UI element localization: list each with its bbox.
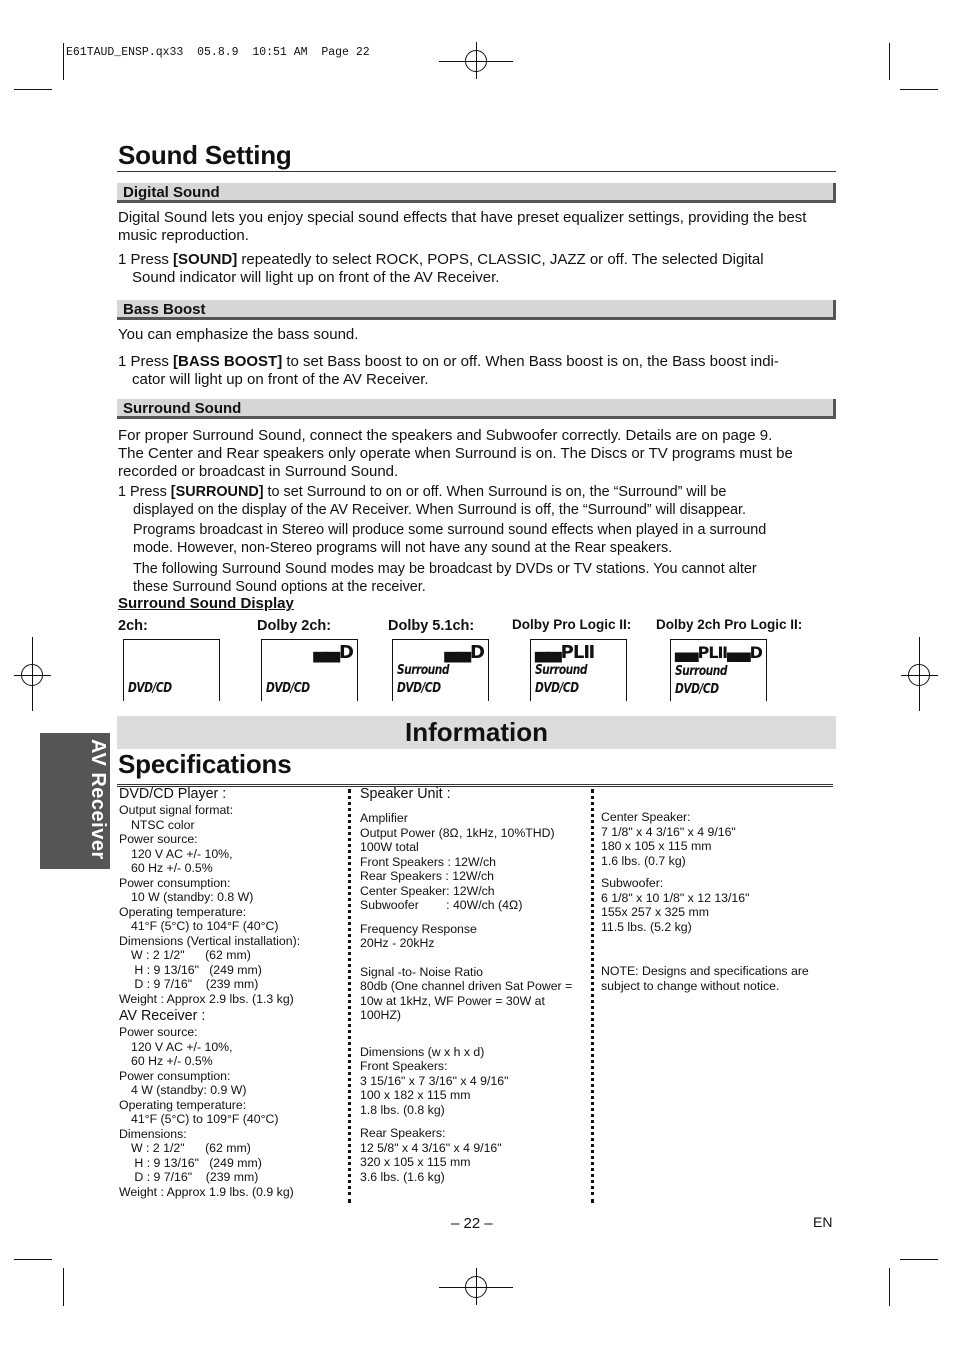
- spec-line: 60 Hz +/- 0.5%: [131, 861, 213, 875]
- spec-line: D : 9 7/16" (239 mm): [131, 1170, 259, 1184]
- dvd-player-heading: DVD/CD Player :: [119, 786, 227, 802]
- display-dolby-2ch: [261, 639, 358, 701]
- mode-label-dolby-51ch: Dolby 5.1ch:: [388, 618, 475, 634]
- surround-display-heading: Surround Sound Display: [118, 595, 294, 612]
- specs-rule: [117, 784, 833, 785]
- column-divider: [591, 789, 594, 1203]
- source-indicator: DVD/CD: [535, 681, 579, 696]
- spec-line: Weight : Approx 2.9 lbs. (1.3 kg): [119, 991, 294, 1006]
- section-title-sound-setting: Sound Setting: [118, 140, 292, 170]
- column-divider: [348, 789, 351, 1203]
- spec-line: 41°F (5°C) to 109°F (40°C): [131, 1112, 279, 1126]
- surround-note-modes: The following Surround Sound modes may be broadcast by DVDs or TV stations. You cannot alter these Surround Sound options at the receiver.: [133, 561, 757, 595]
- page-number: – 22 –: [451, 1215, 493, 1232]
- spec-line: Dimensions:: [119, 1126, 187, 1141]
- spec-line: W : 2 1/2" (62 mm): [131, 1141, 251, 1155]
- spec-line: Power consumption:: [119, 875, 231, 890]
- spec-line: Power source:: [119, 1025, 198, 1039]
- specs-col-speaker: [360, 786, 590, 1184]
- spec-line: D : 9 7/16" (239 mm): [131, 977, 259, 991]
- digital-sound-step: 1 Press [SOUND] repeatedly to select ROCK, POPS, CLASSIC, JAZZ or off. The selected Digital Sound indicator will light up on front of the AV Receiver.: [118, 251, 764, 286]
- spec-line: Output signal format:: [119, 803, 234, 817]
- rear-speaker-dimensions: Rear Speakers: 12 5/8" x 4 3/16" x 4 9/16" 320 x 105 x 115 mm 3.6 lbs. (1.6 kg): [360, 1126, 502, 1184]
- source-indicator: DVD/CD: [266, 681, 310, 696]
- display-dolby-51ch: [392, 639, 489, 701]
- av-receiver-specs: [119, 1025, 344, 1199]
- subwoofer-specs: Subwoofer: 6 1/8" x 10 1/8" x 12 13/16" 155x 257 x 325 mm 11.5 lbs. (5.2 kg): [601, 876, 750, 934]
- source-indicator: DVD/CD: [675, 682, 719, 697]
- section-title-specifications: Specifications: [118, 749, 292, 779]
- specs-col-dvd-av: [119, 786, 344, 1199]
- bass-boost-step: 1 Press [BASS BOOST] to set Bass boost to on or off. When Bass boost is on, the Bass boost indi- cator will light up on front of the AV Receiver.: [118, 353, 779, 388]
- spec-line: H : 9 13/16" (249 mm): [131, 1155, 262, 1170]
- digital-sound-intro: Digital Sound lets you enjoy special sound effects that have preset equalizer settings, providing the best music reproduction.: [118, 209, 807, 244]
- dolby-pro-logic-ii-digital-logo: ▄▄PLⅡ▄▄D: [675, 643, 762, 662]
- print-slug: E61TAUD_ENSP.qx33 05.8.9 10:51 AM Page 22: [66, 46, 370, 59]
- heading-bass-boost: Bass Boost: [117, 300, 836, 320]
- mode-label-dolby-2ch: Dolby 2ch:: [257, 618, 332, 634]
- source-indicator: DVD/CD: [397, 681, 441, 696]
- spec-line: 10 W (standby: 0.8 W): [131, 890, 254, 904]
- information-banner: Information: [117, 716, 836, 749]
- surround-note-stereo: Programs broadcast in Stereo will produce some surround sound effects when played in a surround mode. However, non-Stereo programs will not have any sound at the Rear speakers.: [133, 522, 767, 556]
- mode-label-2ch: 2ch:: [118, 618, 148, 634]
- side-tab-av-receiver: AV Receiver: [40, 733, 110, 869]
- bass-boost-intro: You can emphasize the bass sound.: [118, 326, 359, 343]
- spec-line: Dimensions (Vertical installation):: [119, 933, 301, 948]
- spec-line: Power consumption:: [119, 1068, 231, 1083]
- spec-change-note: NOTE: Designs and specifications are subject to change without notice.: [601, 964, 809, 993]
- av-receiver-heading: AV Receiver :: [119, 1008, 206, 1024]
- heading-surround-sound: Surround Sound: [117, 399, 836, 419]
- spec-line: 60 Hz +/- 0.5%: [131, 1054, 213, 1068]
- frequency-response-specs: Frequency Response 20Hz - 20kHz: [360, 921, 477, 950]
- spec-line: W : 2 1/2" (62 mm): [131, 948, 251, 962]
- surround-indicator: Surround: [535, 663, 587, 678]
- dolby-digital-logo: ▄▄D: [444, 642, 484, 663]
- amplifier-specs: Amplifier Output Power (8Ω, 1kHz, 10%THD) 100W total Front Speakers : 12W/ch Rear Speakers : 12W/ch Center Speaker: 12W/ch Subwoofer : 40W/ch (4Ω): [360, 811, 555, 912]
- surround-step: 1 Press [SURROUND] to set Surround to on or off. When Surround is on, the “Surround” will be displayed on the display of the AV Receiver. When Surround is off, the “Surround” will disappear.: [118, 484, 747, 518]
- spec-line: H : 9 13/16" (249 mm): [131, 962, 262, 977]
- display-dolby-pl2: [530, 639, 627, 701]
- mode-label-dolby-pl2: Dolby Pro Logic II:: [512, 617, 632, 632]
- spec-line: 41°F (5°C) to 104°F (40°C): [131, 919, 279, 933]
- center-speaker-specs: Center Speaker: 7 1/8" x 4 3/16" x 4 9/16" 180 x 105 x 115 mm 1.6 lbs. (0.7 kg): [601, 810, 736, 868]
- specs-col-center-sub: [601, 810, 833, 993]
- dvd-player-specs: [119, 803, 344, 1006]
- mode-label-dolby-2ch-pl2: Dolby 2ch Pro Logic II:: [656, 617, 803, 632]
- spec-line: Weight : Approx 1.9 lbs. (0.9 kg): [119, 1184, 294, 1199]
- display-dolby-2ch-pl2: [670, 639, 767, 701]
- dolby-digital-logo: ▄▄D: [313, 642, 353, 663]
- spec-line: 120 V AC +/- 10%,: [131, 846, 233, 861]
- spec-line: Operating temperature:: [119, 904, 247, 919]
- spec-line: Power source:: [119, 832, 198, 846]
- language-code: EN: [813, 1214, 833, 1230]
- source-indicator: DVD/CD: [128, 681, 172, 696]
- front-speaker-dimensions: Dimensions (w x h x d) Front Speakers: 3 15/16" x 7 3/16" x 4 9/16" 100 x 182 x 115 mm 1.8 lbs. (0.8 kg): [360, 1044, 509, 1117]
- surround-intro: For proper Surround Sound, connect the speakers and Subwoofer correctly. Details are on page 9. The Center and Rear speakers only operate when Surround is on. The Discs or TV programs must be recorded or broadcast in Surround Sound.: [118, 427, 793, 480]
- speaker-unit-heading: Speaker Unit :: [360, 786, 451, 802]
- display-2ch: [123, 639, 220, 701]
- spec-line: 120 V AC +/- 10%,: [131, 1039, 233, 1054]
- surround-indicator: Surround: [397, 663, 449, 678]
- spec-line: NTSC color: [131, 817, 195, 832]
- heading-digital-sound: Digital Sound: [117, 183, 836, 203]
- dolby-pro-logic-ii-logo: ▄▄PLⅡ: [535, 642, 595, 663]
- title-rule: [117, 171, 836, 172]
- snr-specs: Signal -to- Noise Ratio 80db (One channel driven Sat Power = 10w at 1kHz, WF Power = 30W at 100HZ): [360, 964, 573, 1022]
- spec-line: Operating temperature:: [119, 1097, 247, 1112]
- spec-line: 4 W (standby: 0.9 W): [131, 1083, 247, 1097]
- surround-indicator: Surround: [675, 664, 727, 679]
